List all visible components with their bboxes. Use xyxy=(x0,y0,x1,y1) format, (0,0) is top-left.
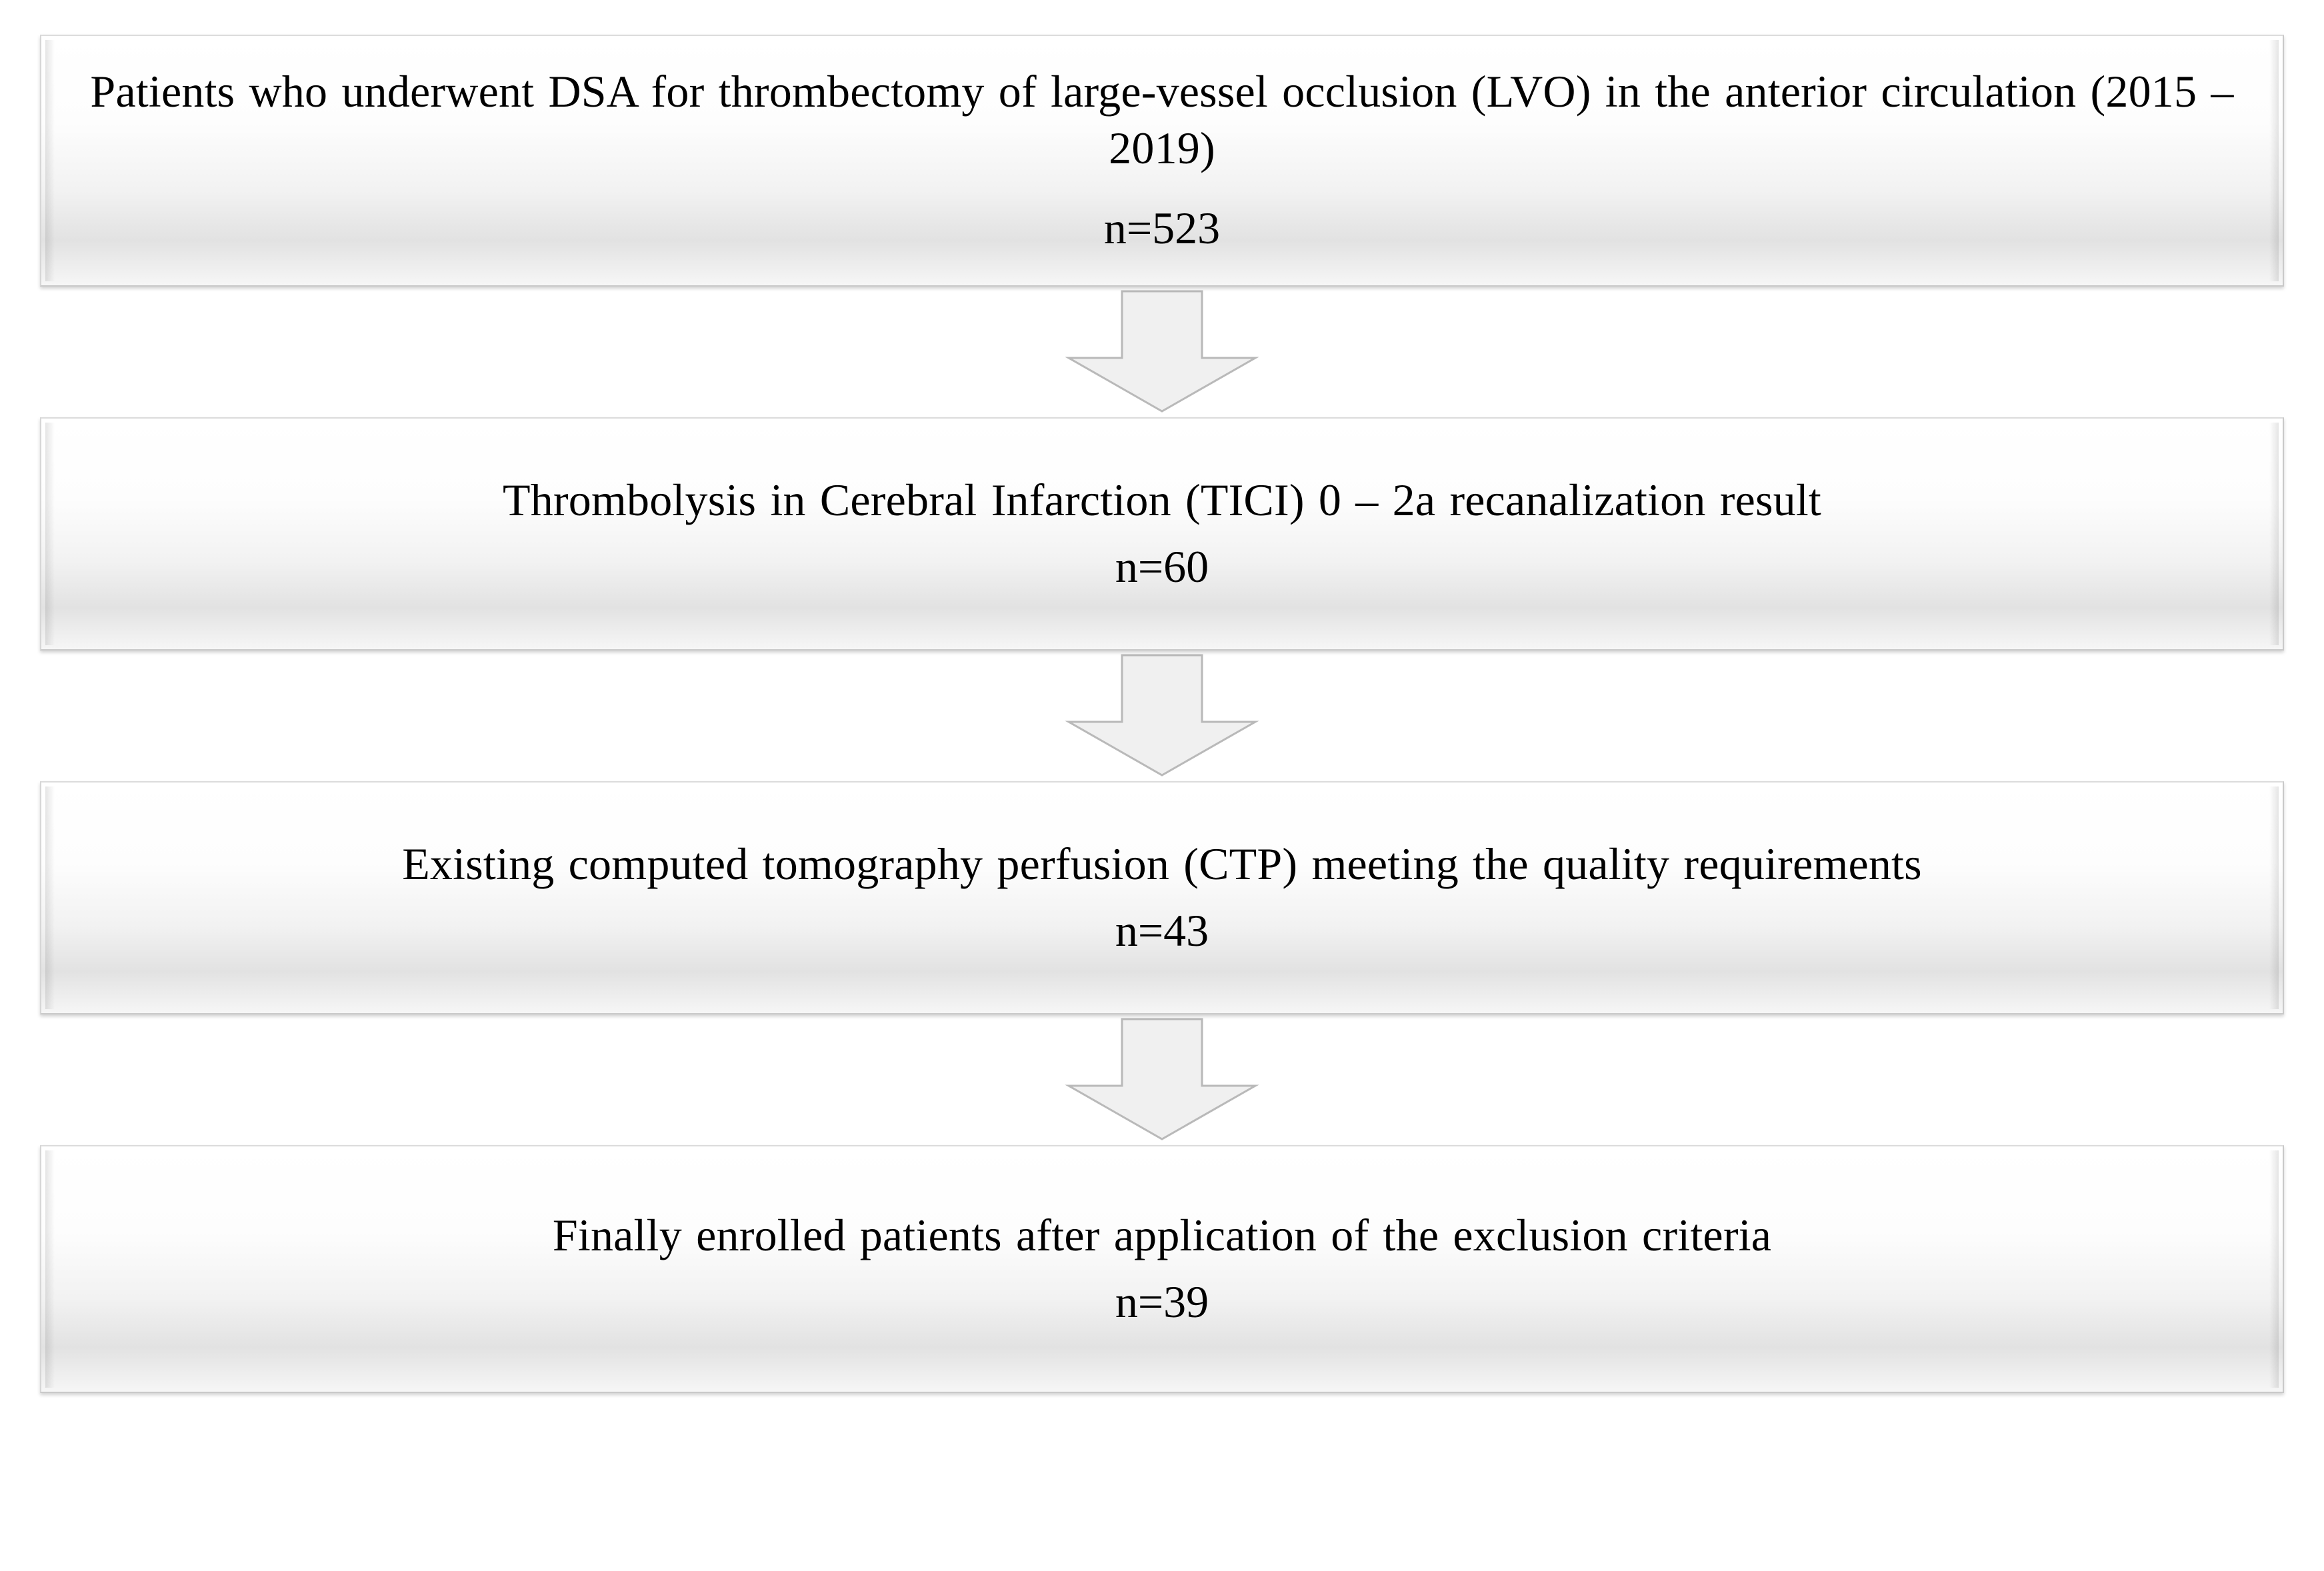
flow-node-1-count: n=523 xyxy=(1103,203,1221,254)
down-arrow-icon xyxy=(1055,289,1269,415)
flow-node-2-count: n=60 xyxy=(1115,541,1209,592)
flow-node-1 xyxy=(40,35,2284,287)
down-arrow-icon xyxy=(1055,653,1269,779)
connector-3 xyxy=(40,1014,2284,1145)
flow-node-2 xyxy=(40,417,2284,651)
flow-node-4 xyxy=(40,1145,2284,1393)
flow-node-1-text: Patients who underwent DSA for thrombectomy of large-vessel occlusion (LVO) in the anterior circulation (2015 – 2019) xyxy=(90,66,2234,173)
flow-node-2-text: Thrombolysis in Cerebral Infarction (TICI) 0 – 2a recanalization result xyxy=(502,474,1822,525)
down-arrow-icon xyxy=(1055,1016,1269,1143)
connector-2 xyxy=(40,651,2284,781)
flow-node-3 xyxy=(40,781,2284,1014)
flow-node-4-text: Finally enrolled patients after application of the exclusion criteria xyxy=(552,1209,1772,1260)
connector-1 xyxy=(40,287,2284,417)
flow-node-3-count: n=43 xyxy=(1115,904,1209,956)
flow-node-4-count: n=39 xyxy=(1115,1276,1209,1327)
flow-node-3-text: Existing computed tomography perfusion (CTP) meeting the quality requirements xyxy=(402,838,1922,889)
